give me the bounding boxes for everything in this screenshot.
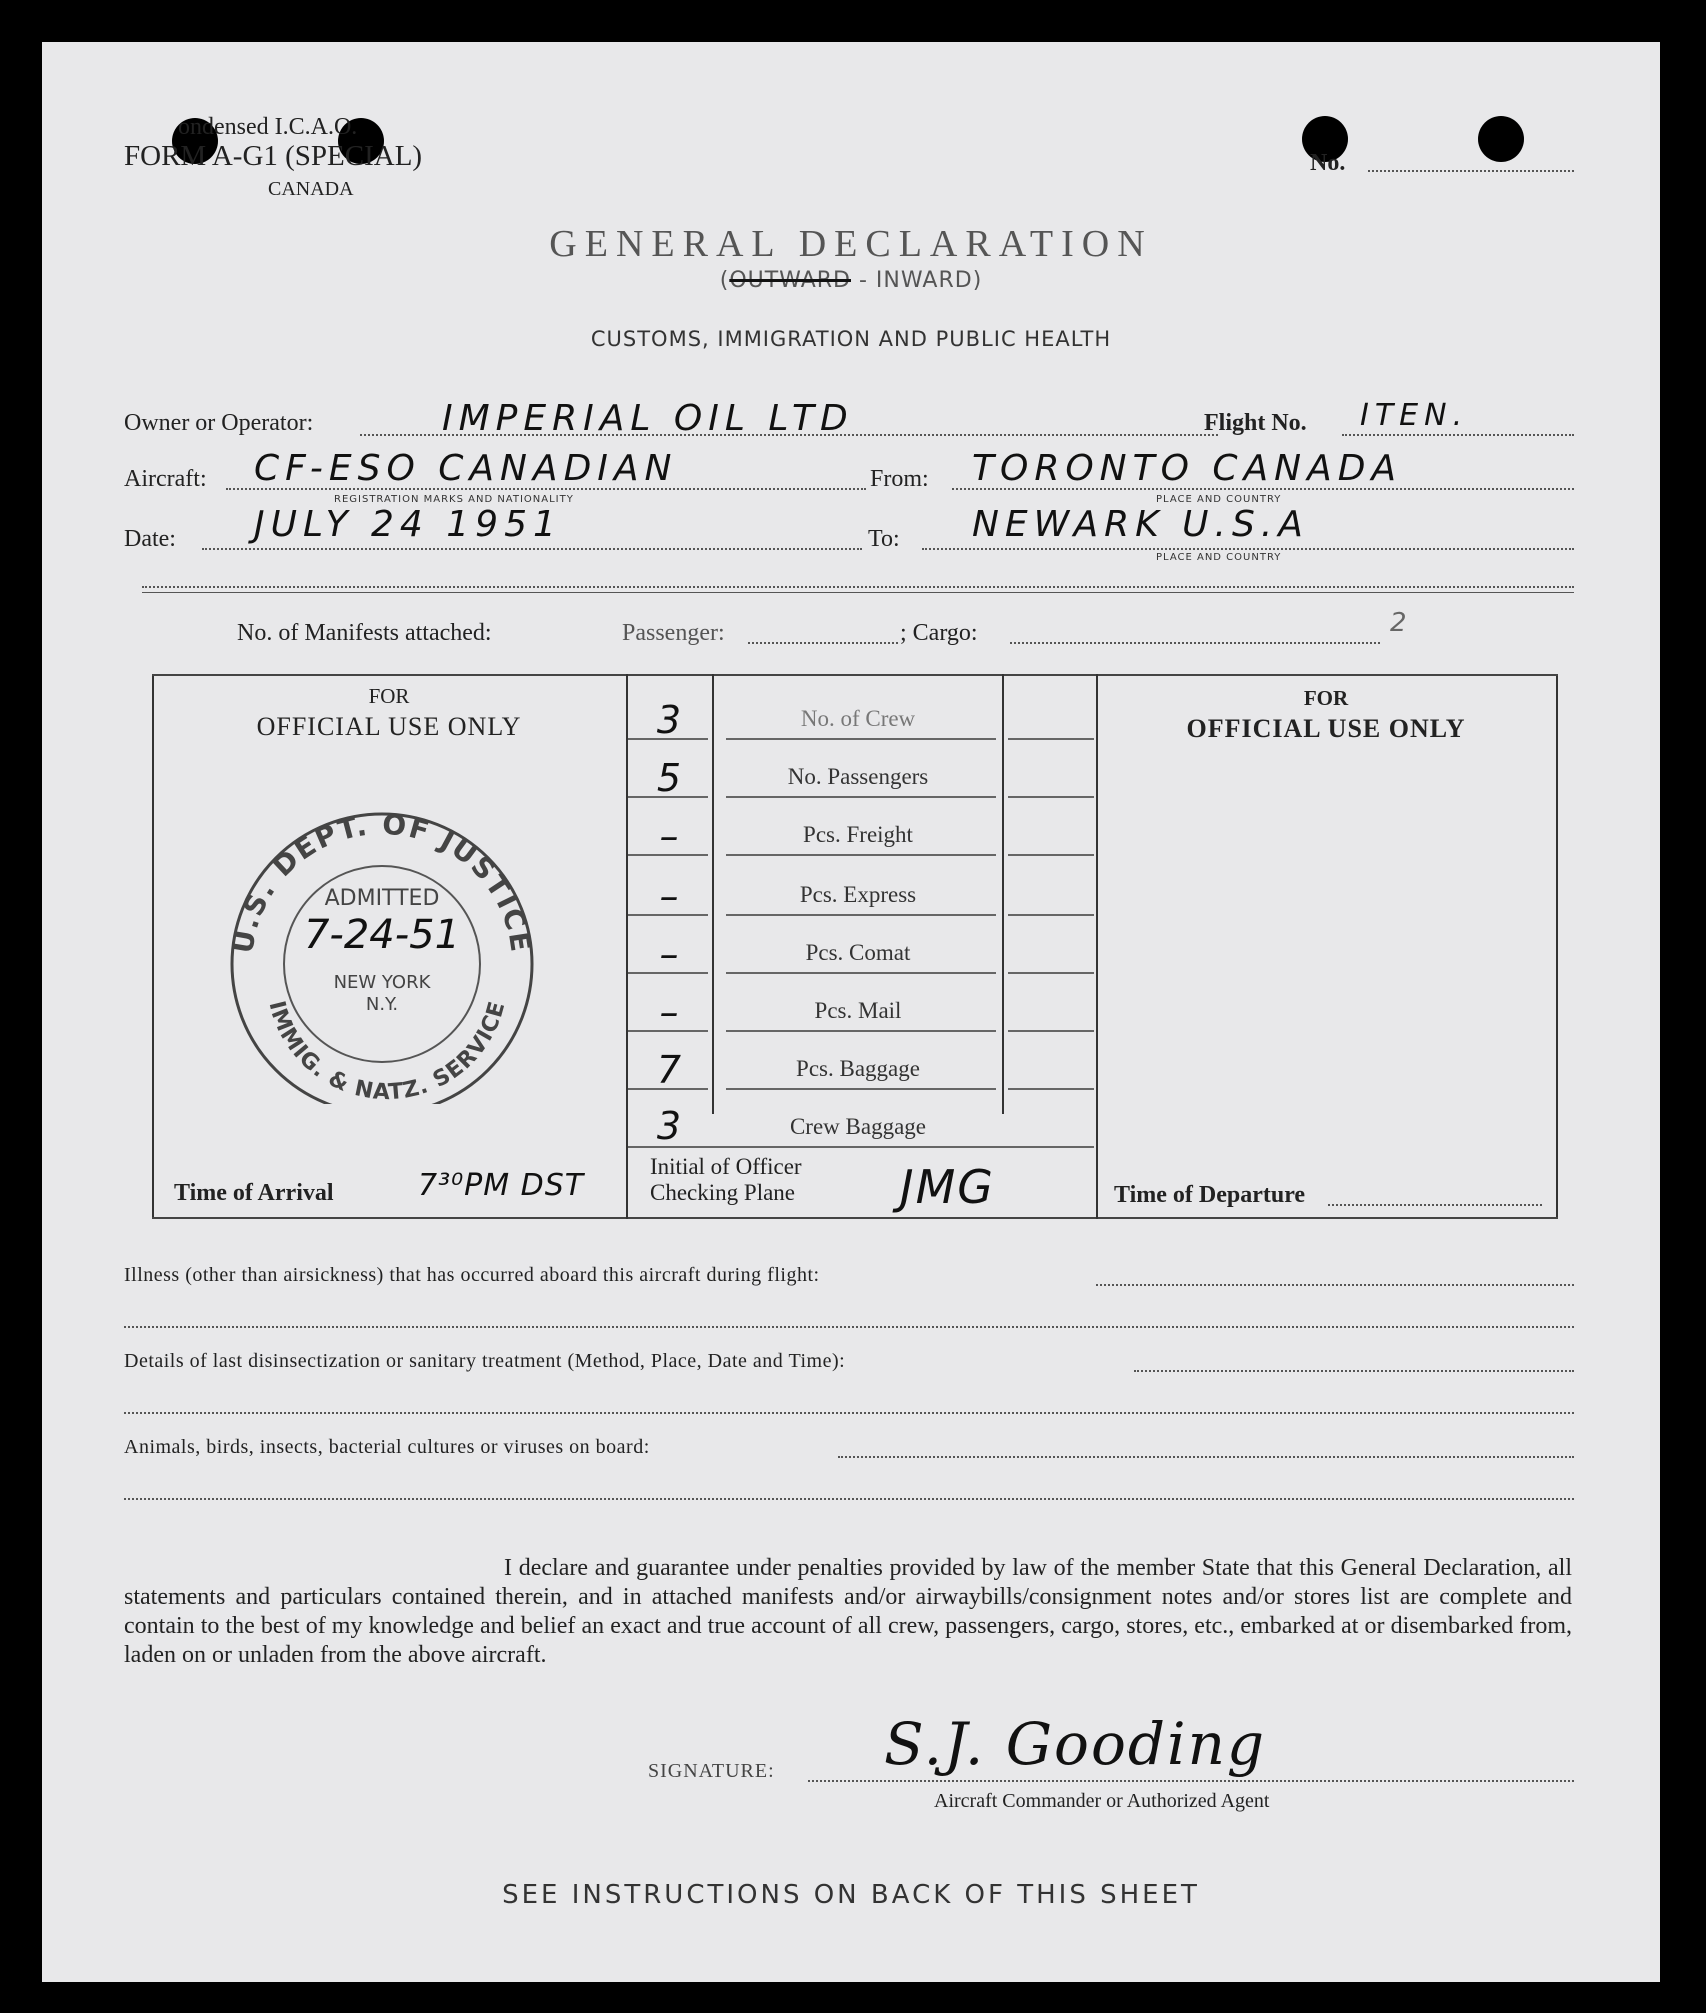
to-caption: PLACE AND COUNTRY bbox=[1156, 552, 1282, 563]
official-use-box bbox=[152, 674, 1560, 1219]
separator-solid bbox=[142, 592, 1574, 593]
freight-count-label: Pcs. Freight bbox=[803, 822, 913, 847]
owner-value: IMPERIAL OIL LTD bbox=[442, 398, 854, 439]
aircraft-label: Aircraft: bbox=[124, 466, 207, 492]
direction-line bbox=[42, 268, 1660, 293]
row-rule bbox=[726, 738, 996, 740]
stamp-city: NEW YORK bbox=[333, 972, 431, 993]
form-authority: ondensed I.C.A.O. bbox=[178, 114, 358, 140]
illness-line bbox=[1096, 1284, 1574, 1286]
signature-label: SIGNATURE: bbox=[648, 1760, 775, 1782]
official-right-heading: OFFICIAL USE ONLY bbox=[1186, 714, 1466, 743]
aircraft-value: CF-ESO CANADIAN bbox=[254, 448, 678, 489]
date-label: Date: bbox=[124, 526, 176, 552]
animals-line-2 bbox=[124, 1498, 1574, 1500]
document-sheet bbox=[42, 42, 1660, 1982]
time-of-departure-line bbox=[1328, 1204, 1542, 1206]
row-rule bbox=[726, 972, 996, 974]
direction-outward-struck: OUTWARD bbox=[729, 268, 851, 293]
stamp-state: N.Y. bbox=[365, 994, 399, 1015]
row-rule bbox=[726, 854, 996, 856]
disinsectization-line-2 bbox=[124, 1412, 1574, 1414]
declaration-text: I declare and guarantee under penalties provided by law of the member State that this General Declaration, all statements and particulars contained therein, and in attached manifests and/or airwaybills/consignment notes and/or stores list are complete and contain to the best of my knowledge and belief an exact and true account of all crew, passengers, cargo, stores, etc., embarked at or disembarked from, laden on or unladen from the above aircraft. bbox=[124, 1555, 1572, 1668]
admitted-stamp bbox=[212, 804, 552, 1104]
initial-officer-label: Initial of Officer bbox=[650, 1154, 802, 1179]
checking-plane-label: Checking Plane bbox=[650, 1180, 795, 1205]
document-number-label: No. bbox=[1310, 150, 1346, 176]
row-rule bbox=[1008, 1030, 1094, 1032]
from-caption: PLACE AND COUNTRY bbox=[1156, 494, 1282, 505]
freight-count-value: – bbox=[659, 814, 679, 858]
owner-label: Owner or Operator: bbox=[124, 410, 314, 436]
crew-count-label: No. of Crew bbox=[800, 706, 916, 731]
comat-count-label: Pcs. Comat bbox=[805, 940, 911, 965]
passenger-manifest-label: Passenger: bbox=[622, 620, 725, 646]
crew-baggage-count-label: Crew Baggage bbox=[789, 1114, 927, 1139]
official-left-for: FOR bbox=[368, 684, 410, 708]
time-of-arrival-value: 7³⁰PM DST bbox=[418, 1168, 585, 1203]
cargo-manifest-label: ; Cargo: bbox=[900, 620, 978, 646]
disinsectization-line bbox=[1134, 1370, 1574, 1372]
table-border-left bbox=[152, 674, 154, 1219]
signature-line bbox=[808, 1780, 1574, 1782]
form-number: FORM A-G1 (SPECIAL) bbox=[124, 140, 423, 172]
express-count-label: Pcs. Express bbox=[799, 882, 917, 907]
illness-label: Illness (other than airsickness) that has occurred aboard this aircraft during flight: bbox=[124, 1264, 820, 1286]
paren-open: ( bbox=[719, 268, 730, 293]
flight-number-line bbox=[1342, 434, 1574, 436]
row-rule bbox=[628, 914, 708, 916]
animals-line bbox=[838, 1456, 1574, 1458]
crew-baggage-count-value: 3 bbox=[656, 1104, 682, 1148]
column-divider bbox=[1096, 674, 1098, 1219]
row-rule bbox=[1008, 1088, 1094, 1090]
form-country: CANADA bbox=[268, 178, 354, 200]
row-rule bbox=[1008, 854, 1094, 856]
aircraft-caption: REGISTRATION MARKS AND NATIONALITY bbox=[334, 494, 574, 505]
time-of-departure-label: Time of Departure bbox=[1114, 1182, 1306, 1208]
time-of-arrival-label: Time of Arrival bbox=[174, 1180, 334, 1206]
stamp-ring-bottom: IMMIG. & NATZ. SERVICE bbox=[263, 998, 511, 1104]
mail-count-label: Pcs. Mail bbox=[814, 998, 902, 1023]
animals-label: Animals, birds, insects, bacterial cultures or viruses on board: bbox=[124, 1436, 650, 1458]
manifests-label: No. of Manifests attached: bbox=[237, 620, 492, 646]
row-rule bbox=[1008, 914, 1094, 916]
comat-count-value: – bbox=[659, 932, 679, 976]
row-rule bbox=[628, 972, 708, 974]
flight-number-label: Flight No. bbox=[1204, 410, 1307, 436]
from-value: TORONTO CANADA bbox=[972, 448, 1403, 489]
form-subtitle: CUSTOMS, IMMIGRATION AND PUBLIC HEALTH bbox=[590, 327, 1112, 351]
officer-initials: JMG bbox=[900, 1160, 995, 1214]
flight-number-value: ITEN. bbox=[1360, 398, 1469, 433]
column-divider bbox=[1002, 674, 1004, 1114]
to-label: To: bbox=[868, 526, 900, 552]
official-left-heading: OFFICIAL USE ONLY bbox=[256, 712, 522, 741]
table-border-bottom bbox=[152, 1217, 1558, 1219]
signature-caption: Aircraft Commander or Authorized Agent bbox=[934, 1790, 1270, 1812]
cargo-manifest-value: 2 bbox=[1390, 608, 1413, 638]
to-value: NEWARK U.S.A bbox=[972, 504, 1309, 545]
row-rule bbox=[726, 1030, 996, 1032]
passengers-count-value: 5 bbox=[656, 756, 682, 800]
row-rule bbox=[628, 1088, 708, 1090]
illness-line-2 bbox=[124, 1326, 1574, 1328]
row-rule bbox=[628, 854, 708, 856]
row-rule bbox=[628, 796, 708, 798]
stamp-date: 7-24-51 bbox=[303, 912, 461, 958]
row-rule bbox=[628, 738, 708, 740]
row-rule bbox=[726, 796, 996, 798]
row-rule bbox=[726, 914, 996, 916]
passenger-manifest-line bbox=[748, 642, 898, 644]
table-border-right bbox=[1556, 674, 1558, 1219]
stamp-admitted: ADMITTED bbox=[324, 886, 440, 911]
direction-inward: - INWARD) bbox=[851, 268, 983, 293]
baggage-count-label: Pcs. Baggage bbox=[796, 1056, 920, 1081]
row-rule bbox=[628, 1030, 708, 1032]
date-value: JULY 24 1951 bbox=[254, 504, 562, 545]
express-count-value: – bbox=[659, 874, 679, 918]
baggage-count-value: 7 bbox=[656, 1048, 682, 1092]
signature-value: S.J. Gooding bbox=[884, 1710, 1267, 1778]
row-rule bbox=[1008, 796, 1094, 798]
document-number-line bbox=[1368, 170, 1574, 172]
date-line bbox=[202, 548, 862, 550]
form-title: GENERAL DECLARATION bbox=[549, 223, 1153, 265]
row-rule bbox=[1008, 972, 1094, 974]
from-label: From: bbox=[870, 466, 929, 492]
passengers-count-label: No. Passengers bbox=[787, 764, 929, 789]
cargo-manifest-line bbox=[1010, 642, 1380, 644]
row-rule bbox=[628, 1146, 1094, 1148]
crew-count-value: 3 bbox=[656, 698, 682, 742]
to-line bbox=[922, 548, 1574, 550]
row-rule bbox=[726, 1088, 996, 1090]
punch-hole bbox=[1478, 116, 1524, 162]
disinsectization-label: Details of last disinsectization or sanitary treatment (Method, Place, Date and Time): bbox=[124, 1350, 846, 1372]
mail-count-value: – bbox=[659, 990, 679, 1034]
table-border-top bbox=[152, 674, 1558, 676]
stamp-ring-top: U.S. DEPT. OF JUSTICE bbox=[226, 807, 538, 956]
instructions-footer: SEE INSTRUCTIONS ON BACK OF THIS SHEET bbox=[502, 1880, 1200, 1910]
separator-dotted bbox=[142, 586, 1574, 588]
official-right-for: FOR bbox=[1303, 686, 1349, 710]
row-rule bbox=[1008, 738, 1094, 740]
